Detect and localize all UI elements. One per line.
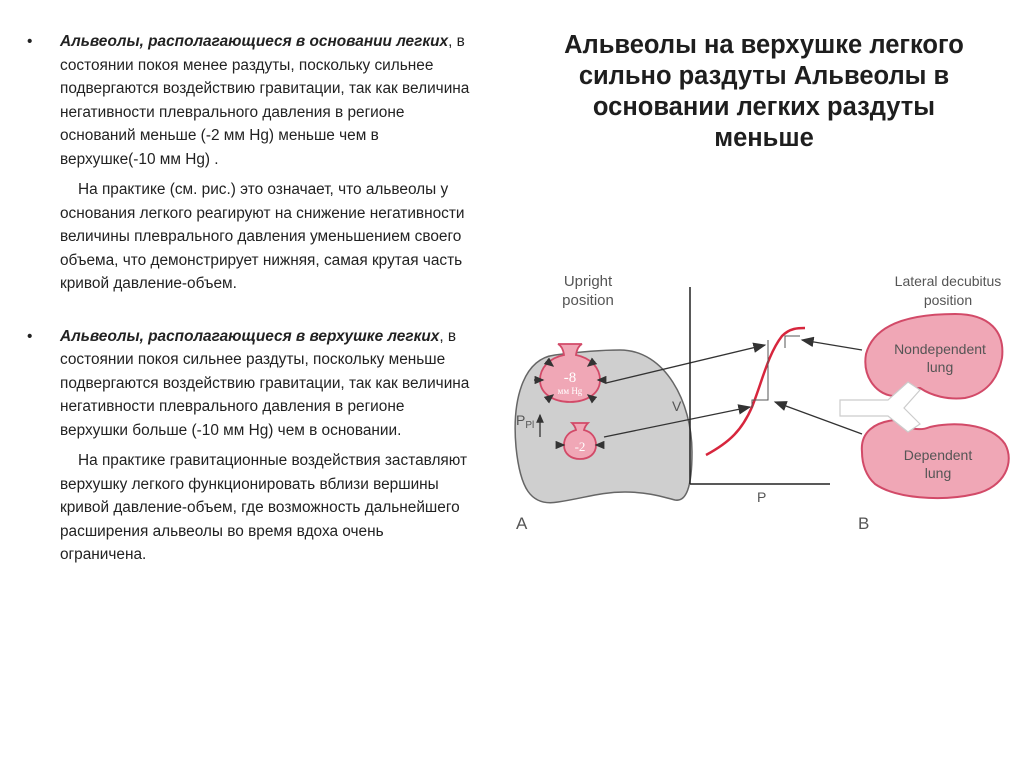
apex-text: , в состоянии покоя сильнее раздуты, поскольку меньше подвергаются воздействию гравитации, так как величина негативности плеврального давления в регионе верхушки больше (-10 мм Hg) чем в основании. [60,327,470,439]
base-paragraph [60,30,474,171]
base-practice: На практике (см. рис.) это означает, что альвеолы у основания легкого реагируют на снижение негативности величины плеврального давления уменьшением своего объема, что демонстрирует нижняя, самая крутая часть кривой давление-объем. [60,181,465,292]
apex-paragraph [60,325,474,443]
slide-title: Альвеолы на верхушке легкого сильно раздуты Альвеолы в основании легких раздуты меньше [564,31,964,152]
lung-pressure-volume-figure [500,262,1020,552]
base-pressure: -2 [574,439,586,454]
apex-practice: На практике гравитационные воздействия заставляют верхушку легкого функционировать вблизи вершины кривой давление-объем, где возможность дальнейшего расширения альвеолы во время вдоха очень ограничена. [60,452,468,563]
base-lead: Альвеолы, располагающиеся в основании легких [60,33,449,50]
v-axis-label: V [672,398,682,414]
upright-label-2: position [562,292,614,309]
apex-lead: Альвеолы, располагающиеся в верхушке легких [60,327,440,345]
nondependent-to-curve-arrow [802,340,862,350]
nondependent-label-2: lung [926,359,954,375]
panel-b-label: B [858,514,870,533]
text-column [22,30,474,567]
bullet-item-apex [22,325,474,567]
p-axis-label: P [757,489,767,505]
bullet-item-base [22,30,474,296]
panel-a-label: A [516,514,528,533]
nondependent-label-1: Nondependent [894,341,986,357]
apex-pressure: -8 [563,370,577,386]
ppl-label: $P_{Pl}$ [516,412,535,431]
apex-pressure-unit: мм Hg [557,386,583,396]
apex-step-marker [785,336,800,348]
lateral-label-1: Lateral decubitus [894,273,1002,289]
lateral-label-2: position [923,292,973,308]
dependent-label-2: lung [924,465,952,481]
dependent-label-1: Dependent [903,447,973,463]
base-text: , в состоянии покоя менее раздуты, поскольку сильнее подвергаются воздействию гравитации, так как величина негативности плеврального давления в регионе оснований меньше (-2 мм Hg) меньше чем в верхушке(-10 мм Hg) . [60,33,470,168]
bullet-point: • [27,327,33,345]
bullet-point: • [27,33,33,50]
upright-label-1: Upright [563,273,613,290]
